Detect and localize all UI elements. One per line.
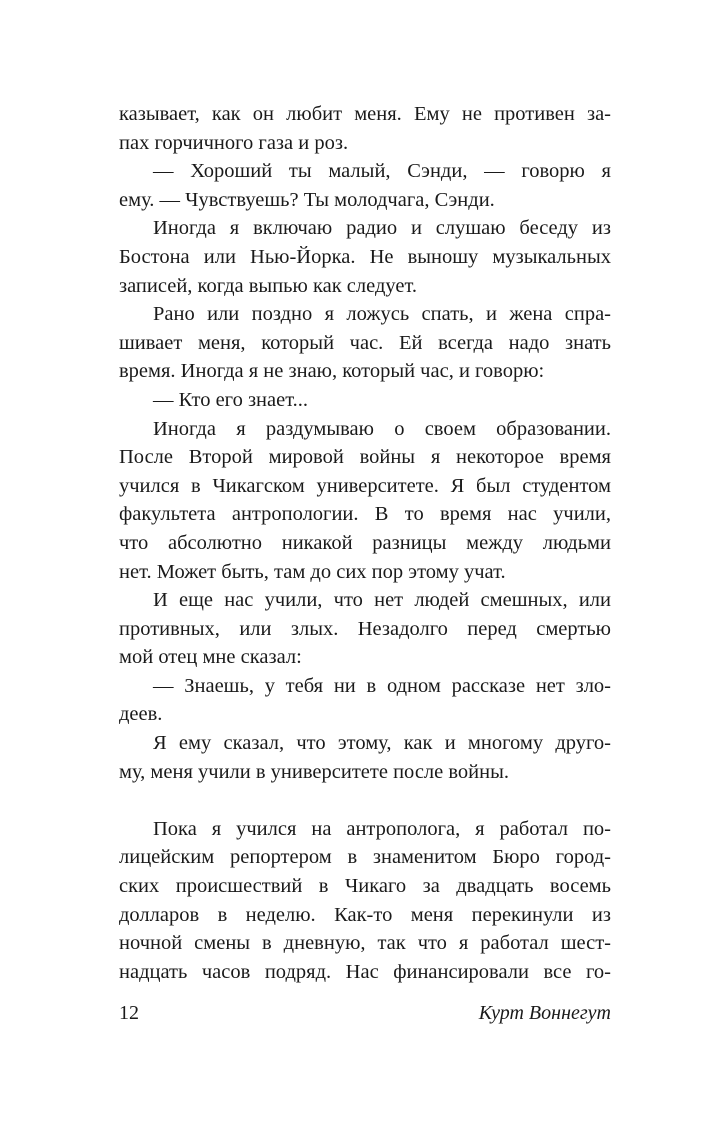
text-line: му, меня учили в университете после войны. (119, 760, 510, 783)
text-line: шивает меня, который час. Ей всегда надо знать (119, 331, 611, 354)
section-break (119, 786, 611, 815)
text-line: что абсолютно никакой разницы между людьми (119, 531, 611, 554)
text-line: пах горчичного газа и роз. (119, 131, 349, 154)
text-line: учился в Чикагском университете. Я был студентом (119, 474, 611, 497)
text-line: — Кто его знает... (153, 388, 309, 411)
text-line: ночной смены в дневную, так что я работал шест- (119, 932, 611, 955)
text-line: мой отец мне сказал: (119, 646, 302, 669)
text-line: надцать часов подряд. Нас финансировали все го- (119, 960, 611, 983)
text-line: факультета антропологии. В то время нас учили, (119, 503, 611, 526)
running-head-author: Курт Воннегут (478, 1002, 611, 1024)
text-line: нет. Может быть, там до сих пор этому учат. (119, 560, 506, 583)
text-line: деев. (119, 703, 163, 726)
text-line: Я ему сказал, что этому, как и многому друго- (153, 732, 611, 755)
text-line: Пока я учился на антрополога, я работал по- (153, 817, 611, 840)
page-number: 12 (119, 1002, 139, 1024)
text-line: записей, когда выпью как следует. (119, 274, 418, 297)
text-line: казывает, как он любит меня. Ему не противен за- (119, 103, 611, 125)
text-line: Бостона или Нью-Йорка. Не выношу музыкальных (119, 245, 611, 268)
page-body (119, 100, 611, 986)
text-line: Иногда я раздумываю о своем образовании. (153, 417, 611, 440)
text-line: ских происшествий в Чикаго за двадцать восемь (119, 875, 611, 898)
text-line: ему. — Чувствуешь? Ты молодчага, Сэнди. (119, 188, 495, 211)
text-line: Иногда я включаю радио и слушаю беседу из (153, 217, 611, 240)
text-line: противных, или злых. Незадолго перед смертью (119, 617, 611, 640)
text-line: долларов в неделю. Как-то меня перекинули из (119, 903, 611, 926)
text-line: — Знаешь, у тебя ни в одном рассказе нет зло- (153, 674, 611, 697)
text-line: После Второй мировой войны я некоторое время (119, 446, 611, 469)
text-line: — Хороший ты малый, Сэнди, — говорю я (153, 160, 611, 183)
text-line: время. Иногда я не знаю, который час, и говорю: (119, 360, 545, 383)
text-line: Рано или поздно я ложусь спать, и жена спра- (153, 303, 611, 326)
text-line: лицейским репортером в знаменитом Бюро город- (119, 846, 611, 869)
text-line: И еще нас учили, что нет людей смешных, или (153, 589, 611, 612)
